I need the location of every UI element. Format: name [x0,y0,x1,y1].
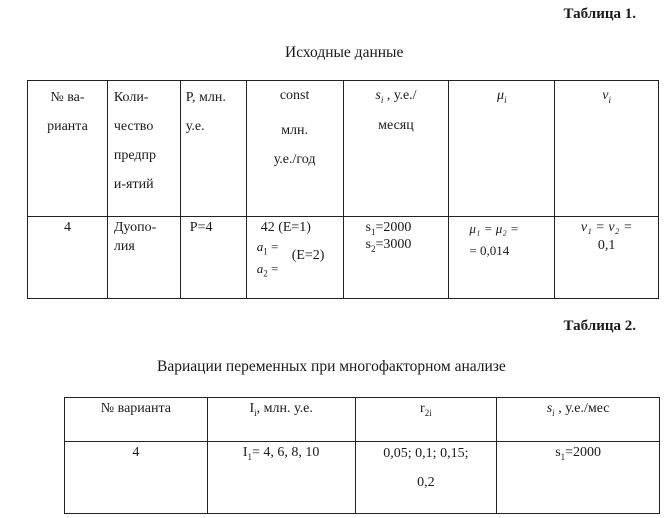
table1-header-s: $s_i$ , у.е./ месяц [343,81,449,217]
table2-header-i: $I_i$, млн. у.е. [207,398,355,442]
table2-caption: Таблица 2. [563,318,636,334]
table2-cell-r: 0,05; 0,1; 0,15; 0,2 [355,442,497,514]
table1-cell-s: $s_1=2000$ $s_2=3000$ [343,217,449,299]
table2-title: Вариации переменных при многофакторном анализе [157,358,506,375]
table1 [27,80,659,299]
table2-cell-variant: 4 [65,442,208,514]
table1-cell-const: 42 (E=1) $a_1$ = $a_2$ = (E=2) [246,217,343,299]
table1-header-const: const млн. у.е./год [246,81,343,217]
table1-cell-nu: ν₁ = ν₂ = 0,1 [555,217,659,299]
table2-header-r: $r_{2i}$ [355,398,497,442]
table1-cell-variant: 4 [28,217,108,299]
table1-caption: Таблица 1. [563,6,636,22]
table1-header-count: Коли- чество предпр и-ятий [107,81,180,217]
table1-header-mu: $\mu_i$ [449,81,555,217]
table1-cell-mu: μ₁ = μ₂ = = 0,014 [449,217,555,299]
table2-cell-i: $I_1= 4$, 6, 8, 10 [207,442,355,514]
table2-header-variant: № варианта [65,398,208,442]
table1-header-variant: № ва- рианта [28,81,108,217]
table1-header-nu: $\nu_i$ [555,81,659,217]
table1-data-row [28,217,659,299]
table2-header-s: $s_i$ , у.е./мес [497,398,660,442]
table2-header-row [65,398,660,442]
table1-header-price: P, млн. у.е. [180,81,246,217]
table1-header-row [28,81,659,217]
table1-cell-count: Дуопо- лия [107,217,180,299]
table2-data-row [65,442,660,514]
table1-title: Исходные данные [285,44,404,61]
table2 [64,397,660,514]
table2-cell-s: $s_1=2000$ [497,442,660,514]
table1-cell-price: P=4 [180,217,246,299]
